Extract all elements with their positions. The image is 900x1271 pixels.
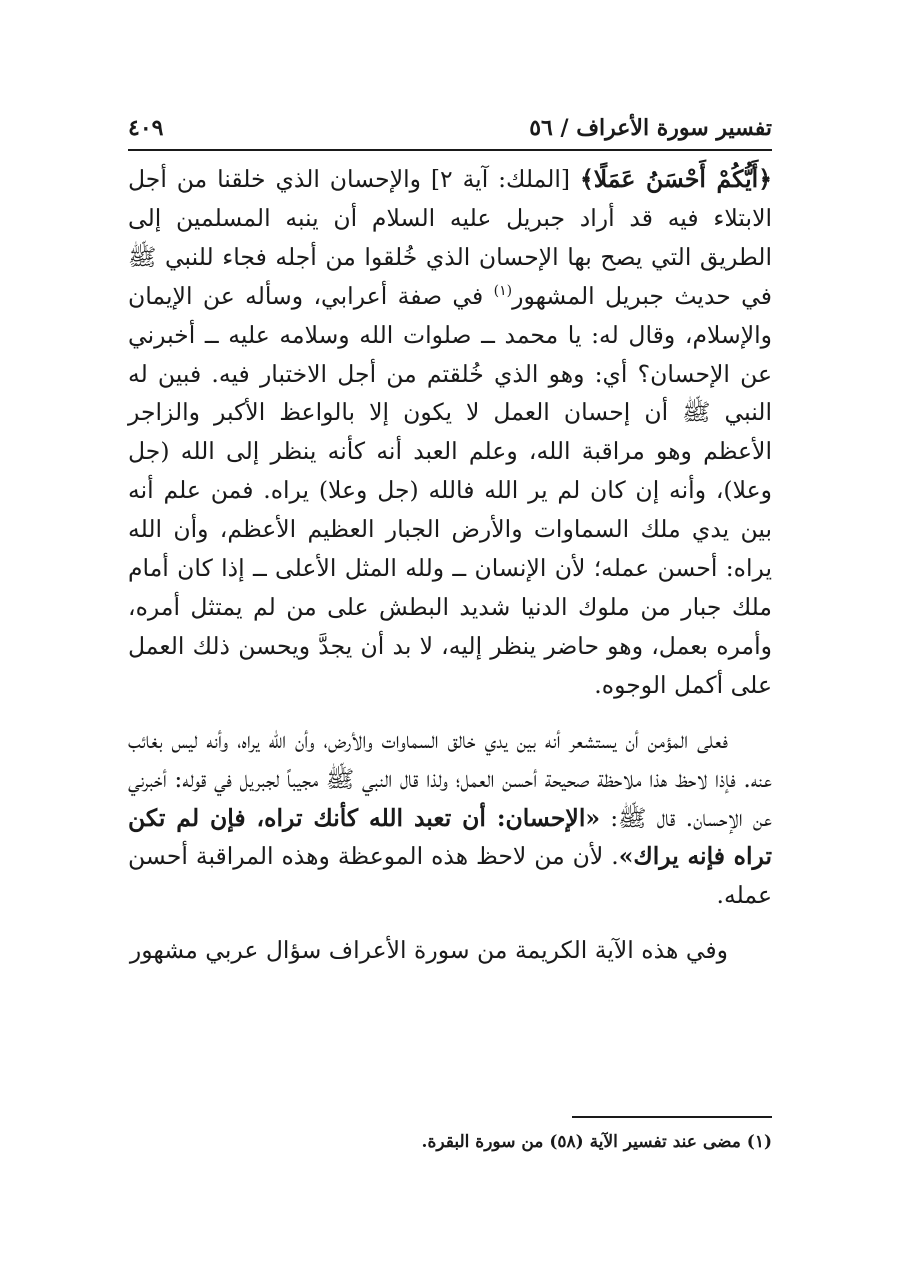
header-divider [128,149,772,151]
page-number: ٤٠٩ [128,115,164,141]
footnote-divider [572,1116,772,1118]
header-title: تفسير سورة الأعراف / ٥٦ [529,115,772,141]
paragraph-2: فعلى المؤمن أن يستشعر أنه بين يدي خالق السماوات والأرض، وأن الله يراه، وأنه ليس بغائب عنه. فإذا لاحظ هذا ملاحظة صحيحة أحسن العمل؛ ولذا قال النبي ﷺ مجيباً لجبريل في قوله: أخبرني عن الإحسان. قال ﷺ: «الإحسان: أن تعبد الله كأنك تراه، فإن لم تكن تراه فإنه يراك». لأن من لاحظ هذه الموعظة وهذه المراقبة أحسن عمله. [128,725,772,910]
running-header [128,108,772,148]
quran-verse: ﴿أَيُّكُمْ أَحْسَنُ عَمَلًا﴾ [579,165,772,193]
hadith-quote: «الإحسان: أن تعبد الله كأنك تراه، فإن لم تكن تراه فإنه يراك» [128,803,772,871]
paragraph-3: وفي هذه الآية الكريمة من سورة الأعراف سؤال عربي مشهور [129,936,728,965]
main-text [128,160,772,970]
footnote: (١) مضى عند تفسير الآية (٥٨) من سورة البقرة. [421,1132,772,1152]
paragraph-1: ﴿أَيُّكُمْ أَحْسَنُ عَمَلًا﴾ [الملك: آية ٢] والإحسان الذي خلقنا من أجل الابتلاء فيه قد أراد جبريل عليه السلام أن ينبه المسلمين إلى الطريق التي يصح بها الإحسان الذي خُلقوا من أجله فجاء للنبي ﷺ في حديث جبريل المشهور$^{(١)}$ في صفة أعرابي، وسأله عن الإيمان والإسلام، وقال له: يا محمد ــ صلوات الله وسلامه عليه ــ أخبرني عن الإحسان؟ أي: وهو الذي خُلقتم من أجل الاختبار فيه. فبين له النبي ﷺ أن إحسان العمل لا يكون إلا بالواعظ الأكبر والزاجر الأعظم وهو مراقبة الله، وعلم العبد أنه كأنه ينظر إلى الله (جل وعلا)، وأنه إن كان لم ير الله فالله (جل وعلا) يراه. فمن علم أنه بين يدي ملك السماوات والأرض الجبار العظيم الأعظم، وأن الله يراه: أحسن عمله؛ لأن الإنسان ــ ولله المثل الأعلى ــ إذا كان أمام ملك جبار من ملوك الدنيا شديد البطش على من لم يمتثل أمره، وأمره بعمل، وهو حاضر ينظر إليه، لا بد أن يجدَّ ويحسن ذلك العمل على أكمل الوجوه. [128,165,772,699]
footnote-ref[interactable]: (١) [493,282,513,299]
